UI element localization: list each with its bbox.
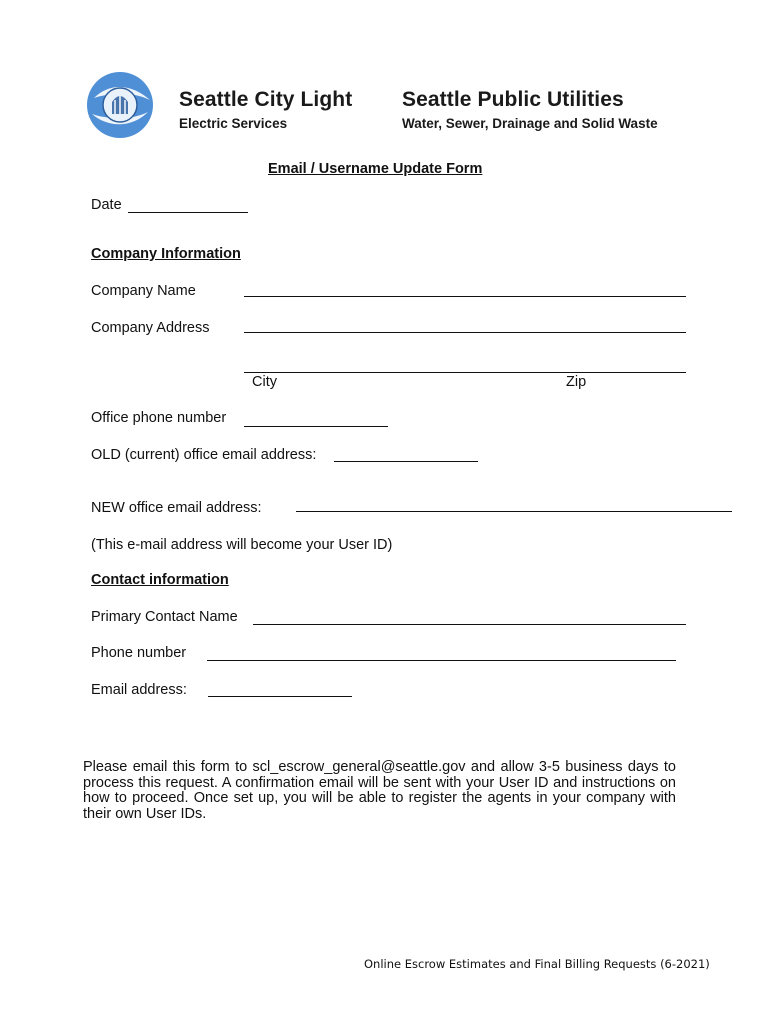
- old-email-field[interactable]: [334, 461, 478, 462]
- spu-brand-subtitle: Water, Sewer, Drainage and Solid Waste: [402, 116, 658, 131]
- zip-label: Zip: [566, 374, 587, 390]
- company-address-label: Company Address: [91, 320, 210, 336]
- city-seal-logo: [86, 70, 154, 140]
- scl-brand-title: Seattle City Light: [179, 88, 353, 111]
- date-label: Date: [91, 197, 122, 213]
- spu-brand-title: Seattle Public Utilities: [402, 88, 624, 111]
- instructions-paragraph: Please email this form to scl_escrow_general@seattle.gov and allow 3-5 business days to process this request. A confirmation email will be sent with your User ID and instructions on how to proceed. Once set up, you will be able to register the agents in your company with their own User IDs.: [83, 759, 676, 823]
- phone-number-field[interactable]: [207, 660, 676, 661]
- primary-contact-name-label: Primary Contact Name: [91, 609, 238, 625]
- form-title: Email / Username Update Form: [268, 161, 483, 177]
- scl-brand-subtitle: Electric Services: [179, 116, 288, 131]
- new-email-field[interactable]: [296, 511, 732, 512]
- new-email-note: (This e-mail address will become your User ID): [91, 537, 393, 553]
- phone-number-label: Phone number: [91, 645, 187, 661]
- new-email-label: NEW office email address:: [91, 500, 262, 516]
- footer-text: Online Escrow Estimates and Final Billing Requests (6-2021): [364, 957, 710, 971]
- date-field[interactable]: [128, 212, 248, 213]
- primary-contact-name-field[interactable]: [253, 624, 686, 625]
- email-address-field[interactable]: [208, 696, 352, 697]
- company-name-label: Company Name: [91, 283, 196, 299]
- old-email-label: OLD (current) office email address:: [91, 447, 317, 463]
- city-label: City: [252, 374, 277, 390]
- office-phone-field[interactable]: [244, 426, 388, 427]
- email-address-label: Email address:: [91, 682, 187, 698]
- company-address-field[interactable]: [244, 332, 686, 333]
- office-phone-label: Office phone number: [91, 410, 227, 426]
- company-name-field[interactable]: [244, 296, 686, 297]
- contact-information-heading: Contact information: [91, 572, 229, 588]
- city-zip-field[interactable]: [244, 372, 686, 373]
- company-information-heading: Company Information: [91, 246, 241, 262]
